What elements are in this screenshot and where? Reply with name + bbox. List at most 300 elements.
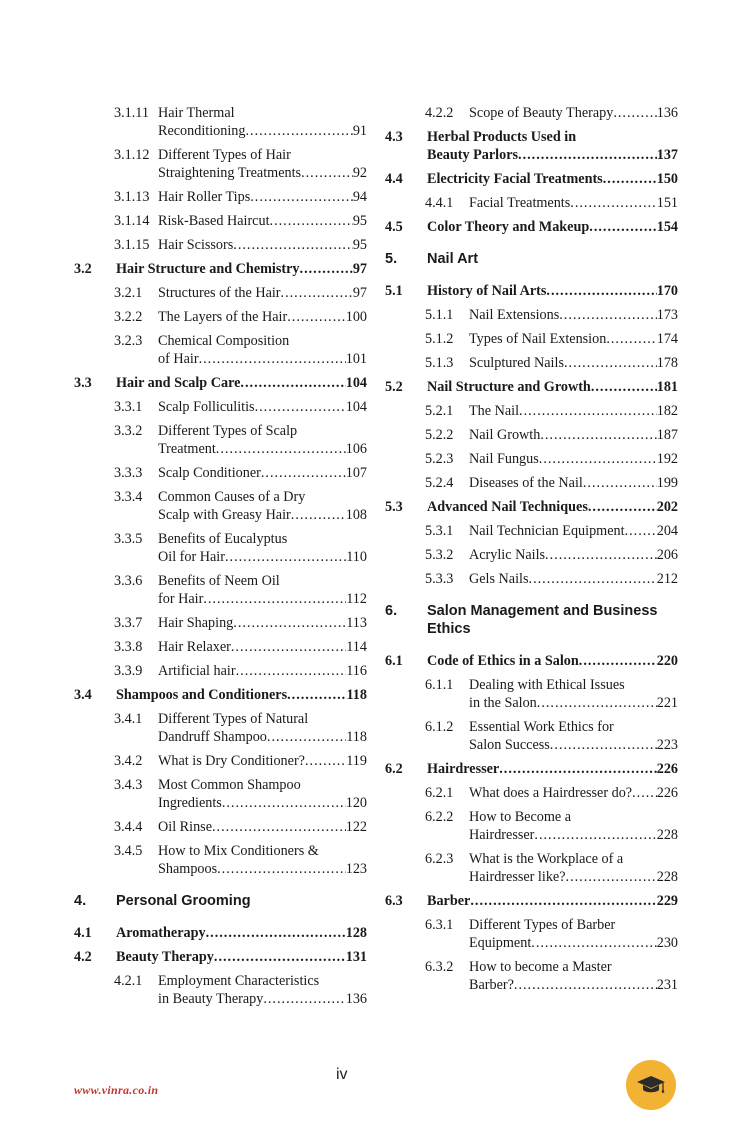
toc-entry-title: Hairdresser	[469, 827, 535, 843]
toc-subsection-entry[interactable]	[385, 570, 678, 588]
toc-entry-title: Scalp with Greasy Hair	[158, 507, 291, 523]
toc-page-number: 106	[345, 441, 367, 457]
toc-page-number: 226	[656, 761, 678, 777]
dot-leader	[263, 990, 345, 1008]
dot-leader	[606, 330, 656, 348]
toc-entry-title: Hair Relaxer	[158, 639, 231, 655]
toc-subsection-entry[interactable]	[385, 306, 678, 324]
toc-subsection-entry[interactable]	[385, 958, 678, 994]
toc-entry-title: Benefits of Eucalyptus	[158, 531, 288, 547]
toc-page-number: 136	[656, 105, 678, 121]
toc-entry-title: Nail Growth	[469, 427, 541, 443]
toc-page-number: 128	[345, 925, 367, 941]
toc-entry-number: 3.4.2	[114, 753, 143, 769]
toc-subsection-entry[interactable]	[385, 354, 678, 372]
toc-chapter-heading[interactable]	[385, 250, 678, 268]
toc-entry-number: 3.3.4	[114, 489, 143, 505]
toc-page-number: 122	[345, 819, 367, 835]
toc-subsection-entry[interactable]	[385, 916, 678, 952]
dot-leader	[291, 506, 346, 524]
dot-leader	[613, 104, 656, 122]
toc-entry-number: 3.3.9	[114, 663, 143, 679]
toc-subsection-entry[interactable]	[385, 546, 678, 564]
toc-subsection-entry[interactable]	[74, 530, 367, 566]
toc-entry-title: Nail Technician Equipment	[469, 523, 625, 539]
toc-entry-number: 3.2.3	[114, 333, 143, 349]
dot-leader	[305, 752, 346, 770]
dot-leader	[301, 164, 353, 182]
toc-page-number: 187	[656, 427, 678, 443]
toc-entry-title: The Nail	[469, 403, 520, 419]
toc-section-entry[interactable]	[385, 892, 678, 910]
toc-section-entry[interactable]	[74, 374, 367, 392]
toc-entry-title: Hairdresser like?	[469, 869, 566, 885]
toc-section-entry[interactable]	[74, 260, 367, 278]
toc-subsection-entry[interactable]	[385, 718, 678, 754]
toc-entry-number: 3.4	[74, 687, 92, 703]
dot-leader	[267, 728, 346, 746]
toc-entry-title: Herbal Products Used in	[427, 129, 577, 145]
toc-section-entry[interactable]	[385, 170, 678, 188]
toc-subsection-entry[interactable]	[385, 850, 678, 886]
dot-leader	[270, 212, 353, 230]
toc-entry-number: 3.4.3	[114, 777, 143, 793]
toc-entry-number: 4.5	[385, 219, 403, 235]
toc-entry-title: Essential Work Ethics for	[469, 719, 614, 735]
toc-page-number: 92	[352, 165, 367, 181]
toc-entry-title: Hair Thermal	[158, 105, 235, 121]
toc-entry-title: How to Mix Conditioners &	[158, 843, 319, 859]
toc-page-number: 95	[352, 213, 367, 229]
toc-subsection-entry[interactable]	[74, 710, 367, 746]
dot-leader	[539, 450, 657, 468]
toc-page-number: 97	[352, 261, 367, 277]
toc-page-number: 192	[656, 451, 678, 467]
toc-entry-title: Beauty Parlors	[427, 147, 519, 163]
toc-entry-number: 3.4.1	[114, 711, 143, 727]
dot-leader	[287, 686, 346, 704]
toc-entry-number: 5.1.2	[425, 331, 454, 347]
dot-leader	[566, 868, 657, 886]
toc-section-entry[interactable]	[385, 652, 678, 670]
toc-subsection-entry[interactable]	[74, 614, 367, 632]
toc-subsection-entry[interactable]	[74, 488, 367, 524]
dot-leader	[225, 548, 346, 566]
toc-subsection-entry[interactable]	[74, 972, 367, 1008]
toc-subsection-entry[interactable]	[74, 572, 367, 608]
dot-leader	[499, 760, 656, 778]
dot-leader	[550, 736, 657, 754]
toc-entry-number: 5.2.3	[425, 451, 454, 467]
toc-entry-number: 5.2	[385, 379, 403, 395]
toc-entry-title: Hairdresser	[427, 761, 500, 777]
toc-page-number: 151	[656, 195, 678, 211]
dot-leader	[236, 662, 347, 680]
toc-entry-title: Different Types of Hair	[158, 147, 291, 163]
toc-page-number: 104	[345, 375, 367, 391]
toc-page-number: 181	[656, 379, 678, 395]
dot-leader	[233, 614, 346, 632]
toc-entry-title: How to become a Master	[469, 959, 612, 975]
dot-leader	[591, 378, 657, 396]
toc-page-number: 114	[346, 639, 367, 655]
toc-entry-title: Different Types of Barber	[469, 917, 616, 933]
toc-subsection-entry[interactable]	[74, 188, 367, 206]
toc-subsection-entry[interactable]	[385, 426, 678, 444]
toc-entry-title: Color Theory and Makeup	[427, 219, 590, 235]
dot-leader	[518, 146, 657, 164]
toc-entry-title: Artificial hair	[158, 663, 236, 679]
toc-subsection-entry[interactable]	[74, 212, 367, 230]
dot-leader	[199, 350, 346, 368]
toc-page-number: 206	[656, 547, 678, 563]
toc-entry-number: 3.3.7	[114, 615, 143, 631]
dot-leader	[570, 194, 656, 212]
toc-entry-title: Hair and Scalp Care	[116, 375, 241, 391]
toc-entry-title: Oil Rinse	[158, 819, 212, 835]
dot-leader	[534, 826, 656, 844]
toc-entry-number: 5.1.3	[425, 355, 454, 371]
toc-section-entry[interactable]	[74, 924, 367, 942]
dot-leader	[603, 170, 657, 188]
toc-entry-number: 5.2.2	[425, 427, 454, 443]
toc-page-number: 119	[346, 753, 367, 769]
dot-leader	[564, 354, 657, 372]
dot-leader	[212, 818, 346, 836]
toc-chapter-heading[interactable]	[74, 892, 367, 910]
toc-page-number: 95	[352, 237, 367, 253]
toc-page-number: 97	[352, 285, 367, 301]
toc-entry-title: Risk-Based Haircut	[158, 213, 270, 229]
toc-entry-title: Chemical Composition	[158, 333, 290, 349]
toc-entry-number: 6.1	[385, 653, 403, 669]
toc-entry-title: Ethics	[427, 621, 471, 637]
toc-entry-number: 3.3	[74, 375, 92, 391]
toc-page-number: 100	[345, 309, 367, 325]
toc-entry-number: 3.1.11	[114, 105, 149, 121]
dot-leader	[529, 570, 657, 588]
toc-page-number: 110	[346, 549, 367, 565]
toc-entry-title: Nail Fungus	[469, 451, 539, 467]
toc-entry-title: Aromatherapy	[116, 925, 206, 941]
toc-section-entry[interactable]	[74, 948, 367, 966]
toc-section-entry[interactable]	[385, 218, 678, 236]
toc-entry-title: History of Nail Arts	[427, 283, 547, 299]
toc-page-number: 223	[656, 737, 678, 753]
dot-leader	[217, 860, 346, 878]
dot-leader	[589, 218, 656, 236]
toc-entry-title: Oil for Hair	[158, 549, 225, 565]
dot-leader	[531, 934, 656, 952]
toc-page-number: 182	[656, 403, 678, 419]
toc-page-number: 228	[656, 827, 678, 843]
toc-page-number: 136	[345, 991, 367, 1007]
toc-subsection-entry[interactable]	[74, 776, 367, 812]
toc-subsection-entry[interactable]	[74, 332, 367, 368]
toc-subsection-entry[interactable]	[74, 422, 367, 458]
toc-page-number: 230	[656, 935, 678, 951]
toc-section-entry[interactable]	[74, 686, 367, 704]
toc-entry-number: 4.1	[74, 925, 92, 941]
toc-entry-title: Scalp Conditioner	[158, 465, 261, 481]
toc-entry-title: Sculptured Nails	[469, 355, 564, 371]
toc-entry-number: 3.3.2	[114, 423, 143, 439]
toc-entry-title: Straightening Treatments	[158, 165, 302, 181]
toc-page-number: 202	[656, 499, 678, 515]
toc-page-number: 104	[345, 399, 367, 415]
toc-subsection-entry[interactable]	[74, 236, 367, 254]
toc-page-number: 212	[656, 571, 678, 587]
toc-entry-number: 6.2.1	[425, 785, 454, 801]
dot-leader	[281, 284, 353, 302]
toc-entry-title: Common Causes of a Dry	[158, 489, 306, 505]
toc-page-number: 226	[656, 785, 678, 801]
toc-entry-title: Different Types of Scalp	[158, 423, 298, 439]
dot-leader	[583, 474, 657, 492]
toc-entry-number: 3.3.6	[114, 573, 143, 589]
toc-entry-number: 6.1.1	[425, 677, 454, 693]
toc-entry-title: What is the Workplace of a	[469, 851, 624, 867]
toc-entry-number: 4.3	[385, 129, 403, 145]
toc-entry-number: 6.	[385, 603, 398, 619]
toc-entry-number: 5.1	[385, 283, 403, 299]
dot-leader	[255, 398, 346, 416]
toc-page-number: 137	[656, 147, 678, 163]
toc-entry-number: 3.1.15	[114, 237, 150, 253]
toc-subsection-entry[interactable]	[385, 402, 678, 420]
toc-entry-number: 3.2.2	[114, 309, 143, 325]
toc-entry-number: 5.3.3	[425, 571, 454, 587]
dot-leader	[540, 426, 656, 444]
toc-subsection-entry[interactable]	[74, 146, 367, 182]
toc-entry-title: What is Dry Conditioner?	[158, 753, 305, 769]
dot-leader	[514, 976, 657, 994]
toc-entry-number: 4.2	[74, 949, 92, 965]
toc-entry-number: 3.2.1	[114, 285, 143, 301]
footer-website-url[interactable]: www.vinra.co.in	[74, 1083, 159, 1097]
toc-page-number: 229	[656, 893, 678, 909]
toc-entry-number: 3.3.5	[114, 531, 143, 547]
toc-subsection-entry[interactable]	[74, 464, 367, 482]
dot-leader	[261, 464, 346, 482]
toc-page-number: 220	[656, 653, 678, 669]
dot-leader	[250, 188, 353, 206]
dot-leader	[216, 440, 346, 458]
toc-subsection-entry[interactable]	[74, 842, 367, 878]
toc-entry-title: Barber?	[469, 977, 514, 993]
toc-column-right	[385, 104, 678, 1000]
dot-leader	[546, 282, 656, 300]
toc-entry-title: Hair Scissors	[158, 237, 234, 253]
toc-entry-title: Hair Roller Tips	[158, 189, 251, 205]
dot-leader	[222, 794, 346, 812]
dot-leader	[632, 784, 657, 802]
toc-entry-title: Shampoos	[158, 861, 218, 877]
toc-entry-number: 3.4.4	[114, 819, 143, 835]
dot-leader	[519, 402, 657, 420]
toc-subsection-entry[interactable]	[74, 308, 367, 326]
toc-page-number: 221	[656, 695, 678, 711]
toc-section-entry[interactable]	[385, 128, 678, 164]
toc-page-number: 174	[656, 331, 678, 347]
toc-page-number: 173	[656, 307, 678, 323]
toc-section-entry[interactable]	[385, 498, 678, 516]
toc-entry-number: 3.3.1	[114, 399, 143, 415]
toc-entry-number: 5.2.1	[425, 403, 454, 419]
toc-subsection-entry[interactable]	[74, 752, 367, 770]
dot-leader	[545, 546, 657, 564]
toc-entry-title: Dandruff Shampoo	[158, 729, 267, 745]
toc-entry-title: Reconditioning	[158, 123, 246, 139]
toc-entry-title: Electricity Facial Treatments	[427, 171, 603, 187]
toc-subsection-entry[interactable]	[385, 104, 678, 122]
toc-entry-number: 5.3.1	[425, 523, 454, 539]
toc-entry-title: Personal Grooming	[116, 893, 251, 909]
graduation-cap-icon	[626, 1060, 676, 1110]
toc-entry-title: Nail Art	[427, 251, 479, 267]
toc-entry-title: Benefits of Neem Oil	[158, 573, 280, 589]
dot-leader	[537, 694, 657, 712]
toc-page-number: 118	[346, 729, 367, 745]
toc-entry-number: 5.3.2	[425, 547, 454, 563]
toc-entry-title: Employment Characteristics	[158, 973, 320, 989]
toc-page-number: 150	[656, 171, 678, 187]
dot-leader	[206, 924, 346, 942]
toc-subsection-entry[interactable]	[74, 104, 367, 140]
toc-entry-title: in Beauty Therapy	[158, 991, 264, 1007]
toc-entry-title: Diseases of the Nail	[469, 475, 583, 491]
toc-subsection-entry[interactable]	[385, 522, 678, 540]
toc-entry-number: 6.3.1	[425, 917, 454, 933]
dot-leader	[240, 374, 345, 392]
toc-entry-number: 3.1.14	[114, 213, 150, 229]
toc-entry-number: 6.3	[385, 893, 403, 909]
toc-entry-title: Hair Shaping	[158, 615, 234, 631]
toc-subsection-entry[interactable]	[74, 284, 367, 302]
toc-entry-number: 3.3.3	[114, 465, 143, 481]
toc-subsection-entry[interactable]	[74, 398, 367, 416]
toc-entry-number: 6.2.2	[425, 809, 454, 825]
toc-section-entry[interactable]	[385, 282, 678, 300]
toc-entry-number: 4.2.2	[425, 105, 454, 121]
dot-leader	[470, 892, 656, 910]
toc-entry-title: How to Become a	[469, 809, 572, 825]
toc-entry-title: Nail Extensions	[469, 307, 560, 323]
toc-entry-title: Dealing with Ethical Issues	[469, 677, 625, 693]
toc-subsection-entry[interactable]	[74, 662, 367, 680]
toc-chapter-heading[interactable]	[385, 602, 678, 638]
toc-entry-number: 4.	[74, 893, 87, 909]
dot-leader	[231, 638, 346, 656]
dot-leader	[625, 522, 657, 540]
toc-entry-title: for Hair	[158, 591, 204, 607]
toc-entry-number: 3.4.5	[114, 843, 143, 859]
toc-entry-title: Scalp Folliculitis	[158, 399, 255, 415]
toc-entry-number: 5.	[385, 251, 398, 267]
toc-page-number: 231	[656, 977, 678, 993]
toc-entry-title: Advanced Nail Techniques	[427, 499, 588, 515]
toc-entry-number: 6.2.3	[425, 851, 454, 867]
dot-leader	[300, 260, 353, 278]
toc-page-number: 131	[345, 949, 367, 965]
toc-page-number: 118	[346, 687, 367, 703]
toc-page-number: 108	[345, 507, 367, 523]
toc-page-number: 113	[346, 615, 367, 631]
toc-entry-title: Barber	[427, 893, 471, 909]
dot-leader	[214, 948, 346, 966]
toc-entry-title: Structures of the Hair	[158, 285, 281, 301]
toc-subsection-entry[interactable]	[385, 676, 678, 712]
toc-entry-title: The Layers of the Hair	[158, 309, 288, 325]
toc-entry-title: Shampoos and Conditioners	[116, 687, 288, 703]
toc-entry-number: 5.3	[385, 499, 403, 515]
toc-entry-title: Facial Treatments	[469, 195, 571, 211]
toc-entry-number: 3.3.8	[114, 639, 143, 655]
toc-entry-number: 6.2	[385, 761, 403, 777]
toc-entry-title: Code of Ethics in a Salon	[427, 653, 579, 669]
toc-section-entry[interactable]	[385, 378, 678, 396]
toc-page-number: 120	[345, 795, 367, 811]
toc-entry-number: 6.3.2	[425, 959, 454, 975]
toc-entry-title: Acrylic Nails	[469, 547, 546, 563]
dot-leader	[245, 122, 352, 140]
dot-leader	[579, 652, 657, 670]
toc-entry-title: Gels Nails	[469, 571, 529, 587]
toc-entry-number: 4.2.1	[114, 973, 143, 989]
toc-subsection-entry[interactable]	[385, 808, 678, 844]
toc-page-number: 112	[346, 591, 367, 607]
toc-entry-title: Scope of Beauty Therapy	[469, 105, 614, 121]
toc-entry-title: Ingredients	[158, 795, 222, 811]
toc-subsection-entry[interactable]	[385, 330, 678, 348]
toc-page-number: 199	[656, 475, 678, 491]
toc-entry-number: 6.1.2	[425, 719, 454, 735]
toc-subsection-entry[interactable]	[74, 818, 367, 836]
dot-leader	[559, 306, 656, 324]
toc-page-number: 101	[345, 351, 367, 367]
toc-subsection-entry[interactable]	[74, 638, 367, 656]
toc-entry-number: 3.1.12	[114, 147, 150, 163]
toc-section-entry[interactable]	[385, 760, 678, 778]
toc-subsection-entry[interactable]	[385, 194, 678, 212]
toc-entry-title: Salon Management and Business	[427, 603, 658, 619]
toc-page-number: 107	[345, 465, 367, 481]
dot-leader	[287, 308, 346, 326]
toc-entry-number: 3.2	[74, 261, 92, 277]
toc-page-number: 204	[656, 523, 678, 539]
toc-entry-number: 5.2.4	[425, 475, 454, 491]
toc-subsection-entry[interactable]	[385, 784, 678, 802]
toc-page-number: 94	[352, 189, 367, 205]
toc-entry-title: Types of Nail Extension	[469, 331, 607, 347]
toc-subsection-entry[interactable]	[385, 450, 678, 468]
dot-leader	[233, 236, 353, 254]
toc-entry-title: Beauty Therapy	[116, 949, 214, 965]
toc-entry-title: Most Common Shampoo	[158, 777, 301, 793]
page-number: iv	[336, 1066, 348, 1083]
toc-page-number: 91	[352, 123, 367, 139]
toc-entry-title: What does a Hairdresser do?	[469, 785, 633, 801]
toc-entry-title: Treatment	[158, 441, 216, 457]
toc-page-number: 123	[345, 861, 367, 877]
toc-subsection-entry[interactable]	[385, 474, 678, 492]
dot-leader	[588, 498, 657, 516]
toc-entry-number: 4.4	[385, 171, 403, 187]
toc-column-left	[74, 104, 367, 1014]
toc-entry-number: 4.4.1	[425, 195, 454, 211]
toc-entry-title: Nail Structure and Growth	[427, 379, 591, 395]
toc-page-number: 228	[656, 869, 678, 885]
